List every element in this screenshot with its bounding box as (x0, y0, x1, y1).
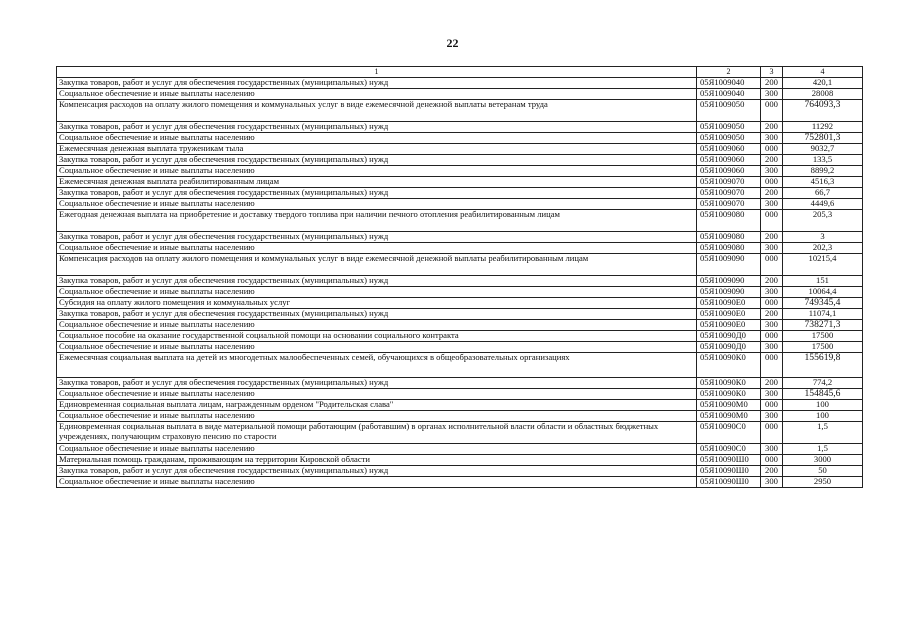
row-value-cell: 764093,3 (783, 100, 863, 122)
table-row (57, 199, 863, 210)
row-name-cell: Компенсация расходов на оплату жилого помещения и коммунальных услуг в виде ежемесячной денежной выплаты ветеранам труда (57, 100, 697, 122)
row-name-cell: Ежемесячная социальная выплата на детей из многодетных малообеспеченных семей, обучающихся в общеобразовательных организациях (57, 353, 697, 378)
row-value-cell: 17500 (783, 331, 863, 342)
table-row (57, 78, 863, 89)
table-row (57, 422, 863, 444)
row-code-cell: 05Я10090Ш0 (697, 455, 761, 466)
row-name-cell: Закупка товаров, работ и услуг для обеспечения государственных (муниципальных) нужд (57, 122, 697, 133)
row-code-cell: 05Я10090М0 (697, 400, 761, 411)
row-value-cell: 774,2 (783, 378, 863, 389)
row-code-cell: 05Я1009050 (697, 122, 761, 133)
row-code-cell: 05Я10090Ш0 (697, 477, 761, 488)
row-value-cell: 4449,6 (783, 199, 863, 210)
row-type-cell: 300 (761, 342, 783, 353)
table-row (57, 133, 863, 144)
row-type-cell: 200 (761, 78, 783, 89)
row-value-cell: 752801,3 (783, 133, 863, 144)
row-name-cell: Социальное обеспечение и иные выплаты населению (57, 411, 697, 422)
row-code-cell: 05Я10090С0 (697, 422, 761, 444)
row-value-cell: 50 (783, 466, 863, 477)
row-type-cell: 200 (761, 232, 783, 243)
row-type-cell: 000 (761, 210, 783, 232)
table-row (57, 232, 863, 243)
row-type-cell: 000 (761, 455, 783, 466)
row-name-cell: Ежемесячная денежная выплата реабилитированным лицам (57, 177, 697, 188)
row-type-cell: 300 (761, 411, 783, 422)
row-name-cell: Социальное обеспечение и иные выплаты населению (57, 477, 697, 488)
row-type-cell: 200 (761, 309, 783, 320)
row-code-cell: 05Я1009040 (697, 89, 761, 100)
table-row (57, 166, 863, 177)
row-value-cell: 17500 (783, 342, 863, 353)
row-value-cell: 100 (783, 411, 863, 422)
row-code-cell: 05Я10090Е0 (697, 320, 761, 331)
table-row (57, 287, 863, 298)
row-type-cell: 000 (761, 298, 783, 309)
table-row (57, 177, 863, 188)
row-value-cell: 738271,3 (783, 320, 863, 331)
table-row (57, 353, 863, 378)
table-row (57, 100, 863, 122)
row-value-cell: 8899,2 (783, 166, 863, 177)
row-code-cell: 05Я10090Ш0 (697, 466, 761, 477)
row-type-cell: 200 (761, 155, 783, 166)
row-value-cell: 1,5 (783, 444, 863, 455)
table-row (57, 400, 863, 411)
row-value-cell: 2950 (783, 477, 863, 488)
row-code-cell: 05Я10090Е0 (697, 309, 761, 320)
row-value-cell: 10215,4 (783, 254, 863, 276)
row-code-cell: 05Я10090К0 (697, 389, 761, 400)
row-name-cell: Социальное обеспечение и иные выплаты населению (57, 133, 697, 144)
row-type-cell: 300 (761, 199, 783, 210)
row-name-cell: Социальное обеспечение и иные выплаты населению (57, 287, 697, 298)
row-name-cell: Социальное пособие на оказание государственной социальной помощи на основании социального контракта (57, 331, 697, 342)
row-type-cell: 000 (761, 144, 783, 155)
row-type-cell: 300 (761, 89, 783, 100)
row-name-cell: Материальная помощь гражданам, проживающим на территории Кировской области (57, 455, 697, 466)
row-name-cell: Закупка товаров, работ и услуг для обеспечения государственных (муниципальных) нужд (57, 78, 697, 89)
row-value-cell: 100 (783, 400, 863, 411)
row-type-cell: 300 (761, 133, 783, 144)
row-type-cell: 000 (761, 331, 783, 342)
page-number: 22 (446, 36, 459, 50)
row-code-cell: 05Я1009070 (697, 177, 761, 188)
row-value-cell: 202,3 (783, 243, 863, 254)
row-value-cell: 155619,8 (783, 353, 863, 378)
row-name-cell: Социальное обеспечение и иные выплаты населению (57, 389, 697, 400)
header-cell-type: 3 (761, 67, 783, 78)
row-code-cell: 05Я1009090 (697, 254, 761, 276)
table-row (57, 122, 863, 133)
table-row (57, 444, 863, 455)
table-row (57, 276, 863, 287)
table-row (57, 378, 863, 389)
row-value-cell: 11074,1 (783, 309, 863, 320)
row-value-cell: 749345,4 (783, 298, 863, 309)
row-type-cell: 000 (761, 422, 783, 444)
row-code-cell: 05Я10090К0 (697, 378, 761, 389)
table-row (57, 411, 863, 422)
row-name-cell: Закупка товаров, работ и услуг для обеспечения государственных (муниципальных) нужд (57, 155, 697, 166)
header-cell-name: 1 (57, 67, 697, 78)
row-code-cell: 05Я10090М0 (697, 411, 761, 422)
table-row (57, 455, 863, 466)
row-value-cell: 4516,3 (783, 177, 863, 188)
row-type-cell: 300 (761, 444, 783, 455)
row-code-cell: 05Я1009050 (697, 133, 761, 144)
table-row (57, 477, 863, 488)
row-name-cell: Закупка товаров, работ и услуг для обеспечения государственных (муниципальных) нужд (57, 466, 697, 477)
table-row (57, 188, 863, 199)
row-code-cell: 05Я1009050 (697, 100, 761, 122)
row-type-cell: 000 (761, 400, 783, 411)
row-code-cell: 05Я1009060 (697, 166, 761, 177)
row-name-cell: Социальное обеспечение и иные выплаты населению (57, 166, 697, 177)
row-name-cell: Ежемесячная денежная выплата труженикам тыла (57, 144, 697, 155)
row-code-cell: 05Я1009070 (697, 188, 761, 199)
table-row (57, 89, 863, 100)
row-value-cell: 66,7 (783, 188, 863, 199)
row-value-cell: 1,5 (783, 422, 863, 444)
row-type-cell: 000 (761, 177, 783, 188)
row-value-cell: 11292 (783, 122, 863, 133)
row-type-cell: 000 (761, 353, 783, 378)
row-code-cell: 05Я10090Д0 (697, 331, 761, 342)
row-name-cell: Субсидия на оплату жилого помещения и коммунальных услуг (57, 298, 697, 309)
table-row (57, 243, 863, 254)
header-cell-value: 4 (783, 67, 863, 78)
table-row (57, 155, 863, 166)
row-name-cell: Единовременная социальная выплата в виде материальной помощи работающим (работавшим) в органах исполнительной власти области и областных бюджетных учреждениях, получающим страховую пенсию по старости (57, 422, 697, 444)
row-code-cell: 05Я1009040 (697, 78, 761, 89)
row-name-cell: Социальное обеспечение и иные выплаты населению (57, 89, 697, 100)
row-value-cell: 9032,7 (783, 144, 863, 155)
row-type-cell: 200 (761, 276, 783, 287)
row-value-cell: 151 (783, 276, 863, 287)
row-value-cell: 3000 (783, 455, 863, 466)
row-code-cell: 05Я1009060 (697, 155, 761, 166)
row-type-cell: 200 (761, 466, 783, 477)
table-row (57, 320, 863, 331)
row-code-cell: 05Я1009080 (697, 243, 761, 254)
table-row (57, 389, 863, 400)
row-code-cell: 05Я1009080 (697, 210, 761, 232)
row-value-cell: 10064,4 (783, 287, 863, 298)
row-code-cell: 05Я1009090 (697, 287, 761, 298)
table-row (57, 331, 863, 342)
row-code-cell: 05Я10090К0 (697, 353, 761, 378)
table-row (57, 342, 863, 353)
row-name-cell: Социальное обеспечение и иные выплаты населению (57, 243, 697, 254)
row-type-cell: 200 (761, 188, 783, 199)
row-value-cell: 28008 (783, 89, 863, 100)
header-cell-code: 2 (697, 67, 761, 78)
row-type-cell: 300 (761, 320, 783, 331)
row-name-cell: Ежегодная денежная выплата на приобретение и доставку твердого топлива при наличии печного отопления реабилитированным лицам (57, 210, 697, 232)
row-type-cell: 300 (761, 287, 783, 298)
table-row (57, 254, 863, 276)
row-name-cell: Закупка товаров, работ и услуг для обеспечения государственных (муниципальных) нужд (57, 188, 697, 199)
row-type-cell: 200 (761, 378, 783, 389)
row-value-cell: 420,1 (783, 78, 863, 89)
row-value-cell: 3 (783, 232, 863, 243)
row-type-cell: 300 (761, 243, 783, 254)
row-name-cell: Закупка товаров, работ и услуг для обеспечения государственных (муниципальных) нужд (57, 309, 697, 320)
row-name-cell: Социальное обеспечение и иные выплаты населению (57, 444, 697, 455)
row-code-cell: 05Я1009060 (697, 144, 761, 155)
table-row (57, 210, 863, 232)
budget-table (56, 66, 863, 488)
row-code-cell: 05Я10090Е0 (697, 298, 761, 309)
row-type-cell: 000 (761, 100, 783, 122)
row-name-cell: Закупка товаров, работ и услуг для обеспечения государственных (муниципальных) нужд (57, 232, 697, 243)
table-row (57, 144, 863, 155)
row-name-cell: Социальное обеспечение и иные выплаты населению (57, 199, 697, 210)
row-name-cell: Единовременная социальная выплата лицам, награжденным орденом "Родительская слава" (57, 400, 697, 411)
row-name-cell: Закупка товаров, работ и услуг для обеспечения государственных (муниципальных) нужд (57, 276, 697, 287)
row-code-cell: 05Я10090С0 (697, 444, 761, 455)
row-type-cell: 300 (761, 389, 783, 400)
row-name-cell: Социальное обеспечение и иные выплаты населению (57, 320, 697, 331)
row-name-cell: Социальное обеспечение и иные выплаты населению (57, 342, 697, 353)
row-type-cell: 000 (761, 254, 783, 276)
table-row (57, 466, 863, 477)
row-code-cell: 05Я10090Д0 (697, 342, 761, 353)
row-name-cell: Закупка товаров, работ и услуг для обеспечения государственных (муниципальных) нужд (57, 378, 697, 389)
row-name-cell: Компенсация расходов на оплату жилого помещения и коммунальных услуг в виде ежемесячной денежной выплаты реабилитированным лицам (57, 254, 697, 276)
row-code-cell: 05Я1009070 (697, 199, 761, 210)
table-row (57, 309, 863, 320)
row-value-cell: 205,3 (783, 210, 863, 232)
table-row (57, 298, 863, 309)
row-type-cell: 300 (761, 166, 783, 177)
row-value-cell: 133,5 (783, 155, 863, 166)
row-type-cell: 200 (761, 122, 783, 133)
row-code-cell: 05Я1009080 (697, 232, 761, 243)
row-value-cell: 154845,6 (783, 389, 863, 400)
table-header-row (57, 67, 863, 78)
row-type-cell: 300 (761, 477, 783, 488)
row-code-cell: 05Я1009090 (697, 276, 761, 287)
